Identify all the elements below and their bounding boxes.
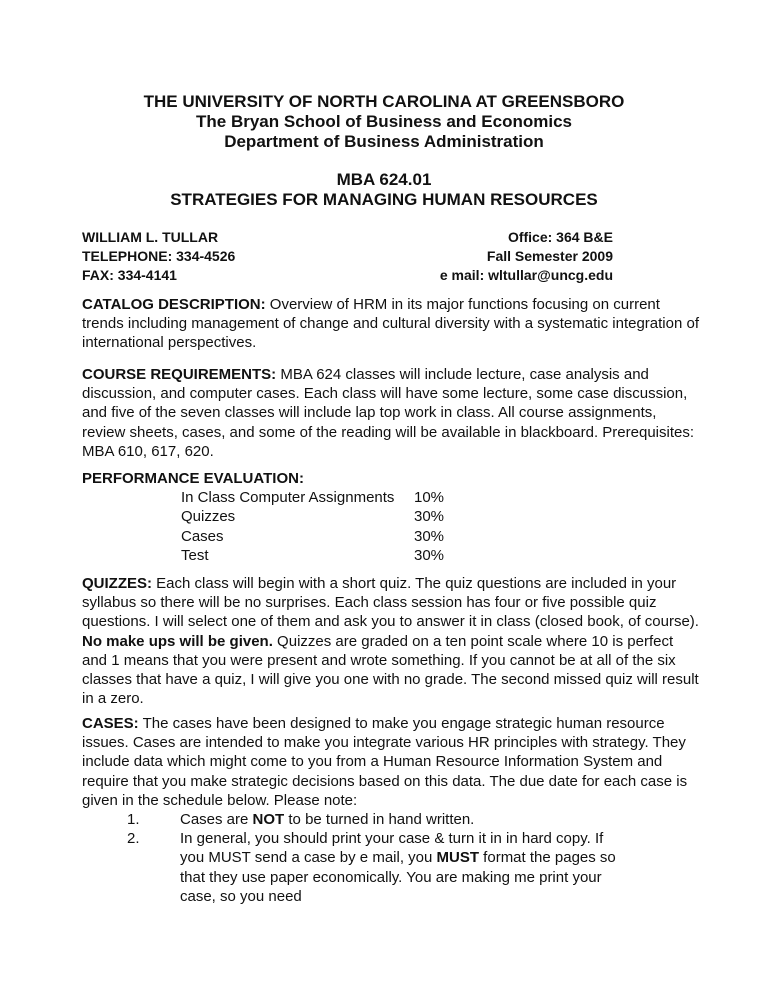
- school-name: The Bryan School of Business and Economics: [196, 112, 572, 131]
- performance-evaluation: [82, 469, 702, 565]
- section-label: PERFORMANCE EVALUATION:: [82, 470, 304, 487]
- course-requirements: [82, 365, 702, 461]
- department-name: Department of Business Administration: [224, 132, 544, 151]
- university-name: THE UNIVERSITY OF NORTH CAROLINA AT GREENSBORO: [143, 92, 625, 111]
- section-label: COURSE REQUIREMENTS:: [82, 366, 277, 383]
- office-info: [440, 228, 613, 285]
- list-item: 2. In general, you should print your case & turn it in in hard copy. If you MUST send a case by e mail, you MUST format the pages so that they use paper economically. You are making me print your case, so you need: [127, 830, 616, 905]
- eval-row: Test 30%: [181, 546, 445, 564]
- quizzes-section: QUIZZES: Each class will begin with a short quiz. The quiz questions are included in your syllabus so there will be no surprises. Each class session has four or five possible quiz questions. I will select one of them and ask you to answer it in class (closed book, of course). No make ups will be given. Quizzes are graded on a ten point scale where 10 is perfect and 1 means that you were present and wrote something. If you cannot be at all of the six classes that have a quiz, I will give you one with no grade. The second missed quiz will result in a zero.: [82, 575, 699, 708]
- section-text: Overview of HRM in its major functions focusing on current trends including management of change and cultural diversity with a systematic integration of international perspectives.: [82, 296, 699, 352]
- eval-row: Quizzes 30%: [181, 508, 445, 526]
- section-text: MBA 624 classes will include lecture, case analysis and discussion, and computer cases. Each class will have some lecture, some case discussion, and five of the seven classes will include lap top work in class. All course assignments, review sheets, cases, and some of the reading will be available in blackboard. Prerequisites: MBA 610, 617, 620.: [82, 366, 694, 460]
- instructor-contact: [82, 228, 235, 285]
- catalog-description: [82, 295, 702, 353]
- office: Office: 364 B&E: [507, 229, 613, 245]
- email: e mail: wltullar@uncg.edu: [439, 267, 613, 283]
- list-item: 1. Cases are NOT to be turned in hand written.: [127, 811, 475, 829]
- fax: FAX: 334-4141: [82, 267, 177, 283]
- no-makeups-note: No make ups will be given.: [82, 632, 273, 650]
- section-label: QUIZZES:: [82, 575, 152, 592]
- eval-row: In Class Computer Assignments 10%: [181, 489, 445, 507]
- course-number: MBA 624.01: [336, 170, 432, 189]
- cases-section: CASES: The cases have been designed to make you engage strategic human resource issues. Cases are intended to make you integrate various HR principles with strategy. They include data which might come to you from a Human Resource Information System and require that you make strategic decisions based on this data. The due date for each case is given in the schedule below. Please note: 1. Cases are NOT to be turned in hand written. 2. In general, you should print your case & turn it in in hard copy. If you MUST send a case by e mail, you MUST format the pages so that they use paper economically. You are making me print your case, so you need: [82, 714, 702, 906]
- instructor-name: WILLIAM L. TULLAR: [82, 229, 219, 245]
- eval-row: Cases 30%: [181, 527, 445, 545]
- course-title: STRATEGIES FOR MANAGING HUMAN RESOURCES: [170, 190, 598, 209]
- telephone: TELEPHONE: 334-4526: [82, 248, 236, 264]
- section-label: CATALOG DESCRIPTION:: [82, 296, 266, 313]
- semester: Fall Semester 2009: [486, 248, 613, 264]
- section-label: CASES:: [82, 715, 139, 732]
